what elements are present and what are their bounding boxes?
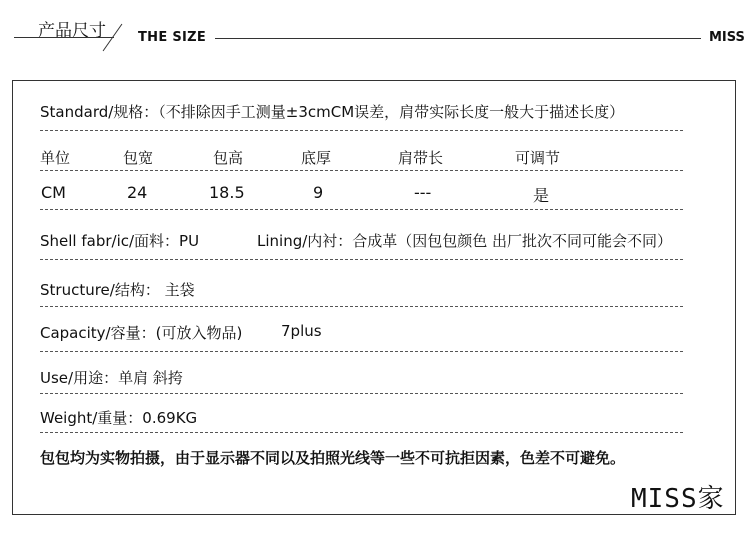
table-value-width: 24 [127, 183, 148, 202]
table-header-unit: 单位 [40, 149, 71, 167]
table-value-adjustable: 是 [533, 186, 550, 205]
header-rule-right [215, 38, 701, 39]
divider [40, 432, 683, 433]
footer-brand: MISS家 [631, 484, 725, 514]
use-line: Use/用途：单肩 斜挎 [40, 369, 183, 387]
table-header-height: 包高 [213, 149, 244, 167]
divider [40, 259, 683, 260]
divider [40, 209, 683, 210]
header-brand: MISS [709, 30, 745, 45]
color-disclaimer-note: 包包均为实物拍摄，由于显示器不同以及拍照光线等一些不可抗拒因素，色差不可避免。 [40, 449, 626, 467]
table-header-strap: 肩带长 [398, 149, 444, 167]
capacity-label: Capacity/容量：(可放入物品) [40, 324, 243, 342]
divider [40, 351, 683, 352]
table-value-strap: --- [414, 183, 432, 202]
material-shell: Shell fabr/ic/面料：PU [40, 232, 200, 250]
standard-line: Standard/规格：（不排除因手工测量±3cmCM误差，肩带实际长度一般大于描述长度） [40, 103, 625, 121]
header-en-title: THE SIZE [138, 30, 207, 45]
material-lining: Lining/内衬：合成革（因包包颜色 出厂批次不同可能会不同） [257, 232, 673, 250]
table-header-width: 包宽 [123, 149, 154, 167]
weight-line: Weight/重量：0.69KG [40, 409, 198, 427]
divider [40, 130, 683, 131]
table-value-depth: 9 [313, 183, 324, 202]
table-header-adjustable: 可调节 [515, 149, 561, 167]
divider [40, 393, 683, 394]
table-value-unit: CM [41, 183, 66, 202]
header-rule-left [14, 37, 114, 38]
divider [40, 306, 683, 307]
table-header-depth: 底厚 [301, 149, 332, 167]
divider [40, 170, 683, 171]
structure-line: Structure/结构： 主袋 [40, 281, 195, 299]
capacity-value: 7plus [281, 322, 322, 340]
header-cn-title: 产品尺寸 [38, 21, 106, 41]
table-value-height: 18.5 [209, 183, 245, 202]
